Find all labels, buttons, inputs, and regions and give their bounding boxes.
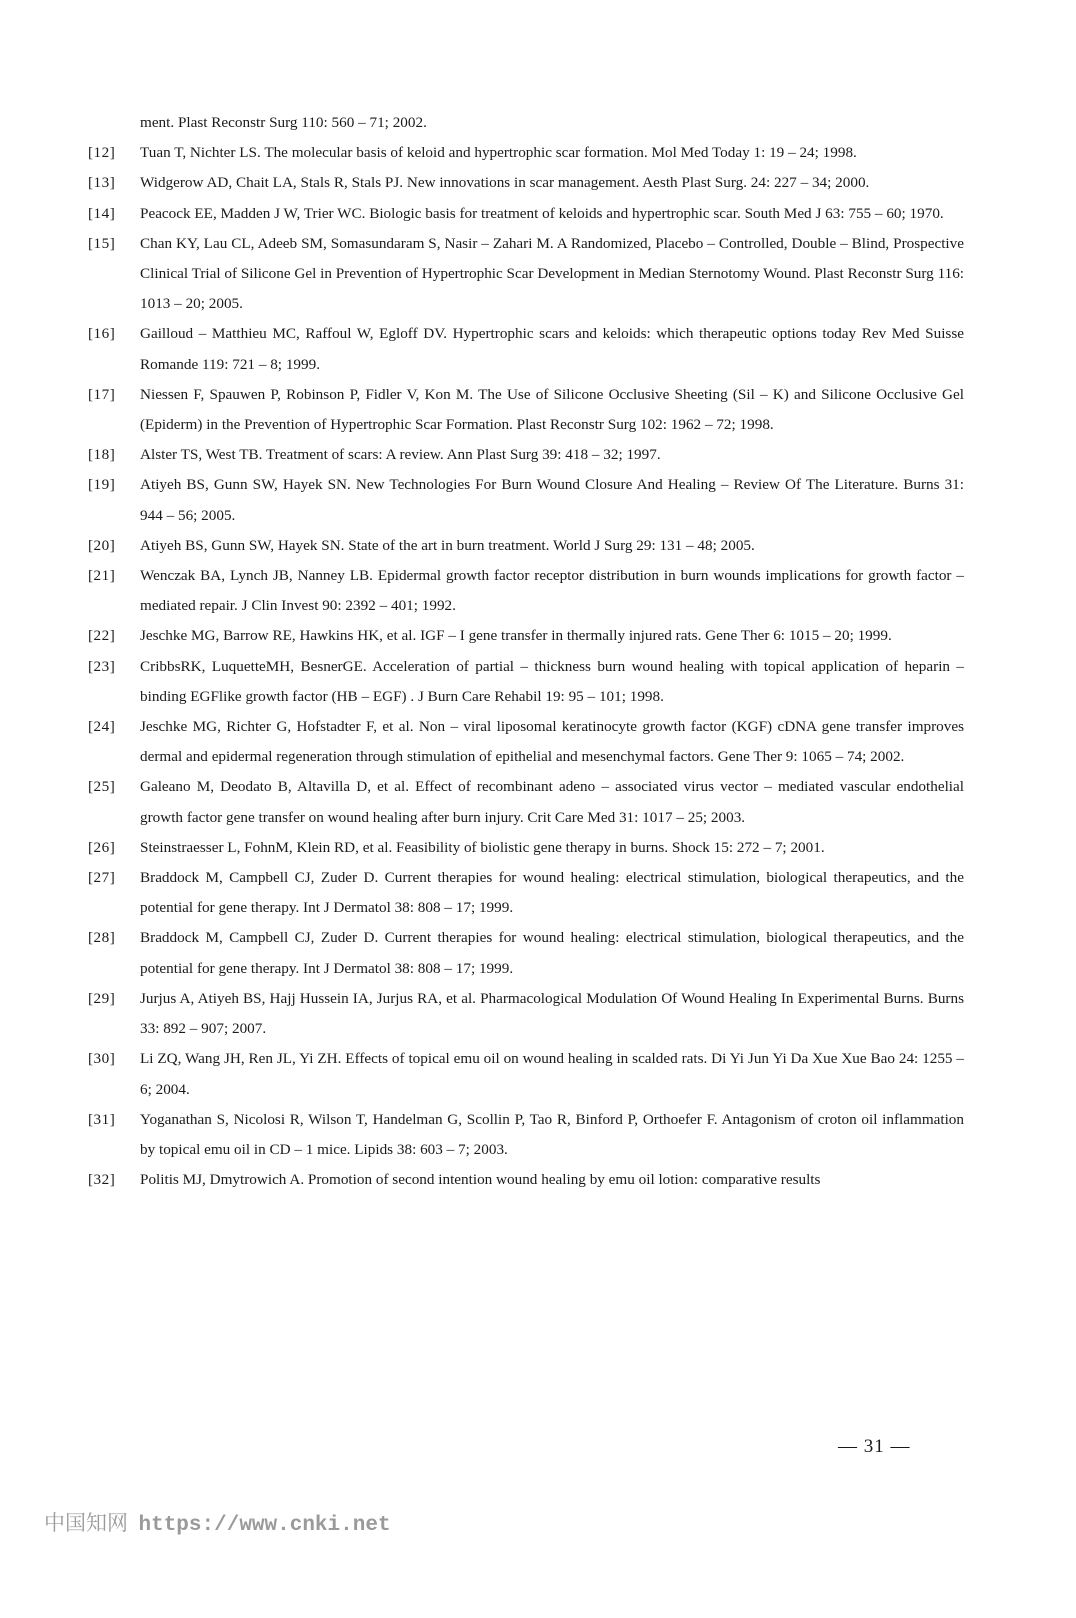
reference-number: [21] [88,567,116,585]
reference-number: [16] [88,325,116,343]
reference-number: [27] [88,869,116,887]
reference-entry [88,1044,964,1104]
reference-entry [88,712,964,772]
footer-watermark [44,1507,391,1537]
reference-number: [18] [88,446,116,464]
reference-text: Peacock EE, Madden J W, Trier WC. Biologic basis for treatment of keloids and hypertrophic scar. South Med J 63: 755 – 60; 1970. [140,204,944,222]
reference-number: [17] [88,385,116,403]
reference-entry [88,561,964,621]
reference-text: Niessen F, Spauwen P, Robinson P, Fidler V, Kon M. The Use of Silicone Occlusive Sheeting (Sil – K) and Silicone Occlusive Gel (Epiderm) in the Prevention of Hypertrophic Scar Formation. Plast Reconstr Surg 102: 1962 – 72; 1998. [140,385,964,434]
reference-text: Wenczak BA, Lynch JB, Nanney LB. Epidermal growth factor receptor distribution in burn wounds implications for growth factor – mediated repair. J Clin Invest 90: 2392 – 401; 1992. [140,567,964,615]
reference-number: [28] [88,929,116,947]
reference-entry [88,984,964,1044]
reference-entry [88,440,964,470]
reference-entry [88,470,964,530]
reference-text: Tuan T, Nichter LS. The molecular basis of keloid and hypertrophic scar formation. Mol Med Today 1: 19 – 24; 1998. [140,144,857,162]
reference-entry [88,531,964,561]
reference-entry [88,652,964,712]
reference-text: Atiyeh BS, Gunn SW, Hayek SN. State of the art in burn treatment. World J Surg 29: 131 – 48; 2005. [140,536,755,554]
reference-text: Atiyeh BS, Gunn SW, Hayek SN. New Technologies For Burn Wound Closure And Healing – Review Of The Literature. Burns 31: 944 – 56; 2005. [140,476,964,524]
reference-text: Braddock M, Campbell CJ, Zuder D. Current therapies for wound healing: electrical stimulation, biological therapeutics, and the potential for gene therapy. Int J Dermatol 38: 808 – 17; 1999. [140,869,964,917]
reference-number: [24] [88,718,116,736]
reference-entry [88,138,964,168]
reference-number: [12] [88,144,116,162]
reference-entry [88,199,964,229]
reference-number: [14] [88,204,116,222]
reference-entry [88,1105,964,1165]
reference-text: Jeschke MG, Richter G, Hofstadter F, et al. Non – viral liposomal keratinocyte growth factor (KGF) cDNA gene transfer improves dermal and epidermal regeneration through stimulation of epithelial and mesenchymal factors. Gene Ther 9: 1065 – 74; 2002. [140,718,964,766]
reference-number: [26] [88,838,116,856]
page-number: — 31 — [838,1436,911,1457]
reference-text: Steinstraesser L, FohnM, Klein RD, et al. Feasibility of biolistic gene therapy in burns. Shock 15: 272 – 7; 2001. [140,838,825,856]
reference-entry [88,168,964,198]
reference-entry [88,108,964,138]
reference-entry [88,319,964,379]
reference-text: Braddock M, Campbell CJ, Zuder D. Current therapies for wound healing: electrical stimulation, biological therapeutics, and the potential for gene therapy. Int J Dermatol 38: 808 – 17; 1999. [140,929,964,977]
reference-number: [29] [88,989,116,1007]
reference-number: [13] [88,174,116,192]
reference-text: Widgerow AD, Chait LA, Stals R, Stals PJ. New innovations in scar management. Aesth Plast Surg. 24: 227 – 34; 2000. [140,174,870,192]
reference-number: [23] [88,657,116,675]
reference-text: Gailloud – Matthieu MC, Raffoul W, Egloff DV. Hypertrophic scars and keloids: which therapeutic options today Rev Med Suisse Romande 119: 721 – 8; 1999. [140,325,964,373]
footer-url[interactable]: https://www.cnki.net [138,1514,391,1537]
reference-entry [88,863,964,923]
reference-number: [32] [88,1171,116,1189]
reference-number: [15] [88,234,116,252]
footer-brand: 中国知网 [44,1511,128,1535]
reference-entry [88,923,964,983]
reference-list [88,108,964,1195]
reference-text: Chan KY, Lau CL, Adeeb SM, Somasundaram S, Nasir – Zahari M. A Randomized, Placebo – Controlled, Double – Blind, Prospective Clinical Trial of Silicone Gel in Prevention of Hypertrophic Scar Development in Median Sternotomy Wound. Plast Reconstr Surg 116: 1013 – 20; 2005. [140,234,965,313]
reference-text: Jurjus A, Atiyeh BS, Hajj Hussein IA, Jurjus RA, et al. Pharmacological Modulation Of Wound Healing In Experimental Burns. Burns 33: 892 – 907; 2007. [140,989,964,1038]
reference-text: Yoganathan S, Nicolosi R, Wilson T, Handelman G, Scollin P, Tao R, Binford P, Orthoefer F. Antagonism of croton oil inflammation by topical emu oil in CD – 1 mice. Lipids 38: 603 – 7; 2003. [140,1110,964,1158]
reference-number: [19] [88,476,116,494]
reference-text: Li ZQ, Wang JH, Ren JL, Yi ZH. Effects of topical emu oil on wound healing in scalded rats. Di Yi Jun Yi Da Xue Xue Bao 24: 1255 – 6; 2004. [140,1050,964,1098]
reference-entry [88,833,964,863]
reference-text: Jeschke MG, Barrow RE, Hawkins HK, et al. IGF – I gene transfer in thermally injured rats. Gene Ther 6: 1015 – 20; 1999. [140,627,892,645]
reference-text: Politis MJ, Dmytrowich A. Promotion of second intention wound healing by emu oil lotion: comparative results [140,1171,821,1189]
reference-number: [20] [88,536,116,554]
reference-number: [31] [88,1110,116,1128]
reference-text: Galeano M, Deodato B, Altavilla D, et al. Effect of recombinant adeno – associated virus vector – mediated vascular endothelial growth factor gene transfer on wound healing after burn injury. Crit Care Med 31: 1017 – 25; 2003. [140,778,964,826]
reference-text: ment. Plast Reconstr Surg 110: 560 – 71; 2002. [140,114,427,131]
reference-entry [88,621,964,651]
reference-entry [88,380,964,440]
reference-text: Alster TS, West TB. Treatment of scars: A review. Ann Plast Surg 39: 418 – 32; 1997. [140,446,661,464]
reference-number: [25] [88,778,116,796]
reference-number: [30] [88,1050,116,1068]
reference-entry [88,772,964,832]
reference-number: [22] [88,627,116,645]
reference-entry [88,229,964,320]
reference-entry [88,1165,964,1195]
reference-text: CribbsRK, LuquetteMH, BesnerGE. Acceleration of partial – thickness burn wound healing with topical application of heparin – binding EGFlike growth factor (HB – EGF) . J Burn Care Rehabil 19: 95 – 101; 1998. [140,657,964,705]
